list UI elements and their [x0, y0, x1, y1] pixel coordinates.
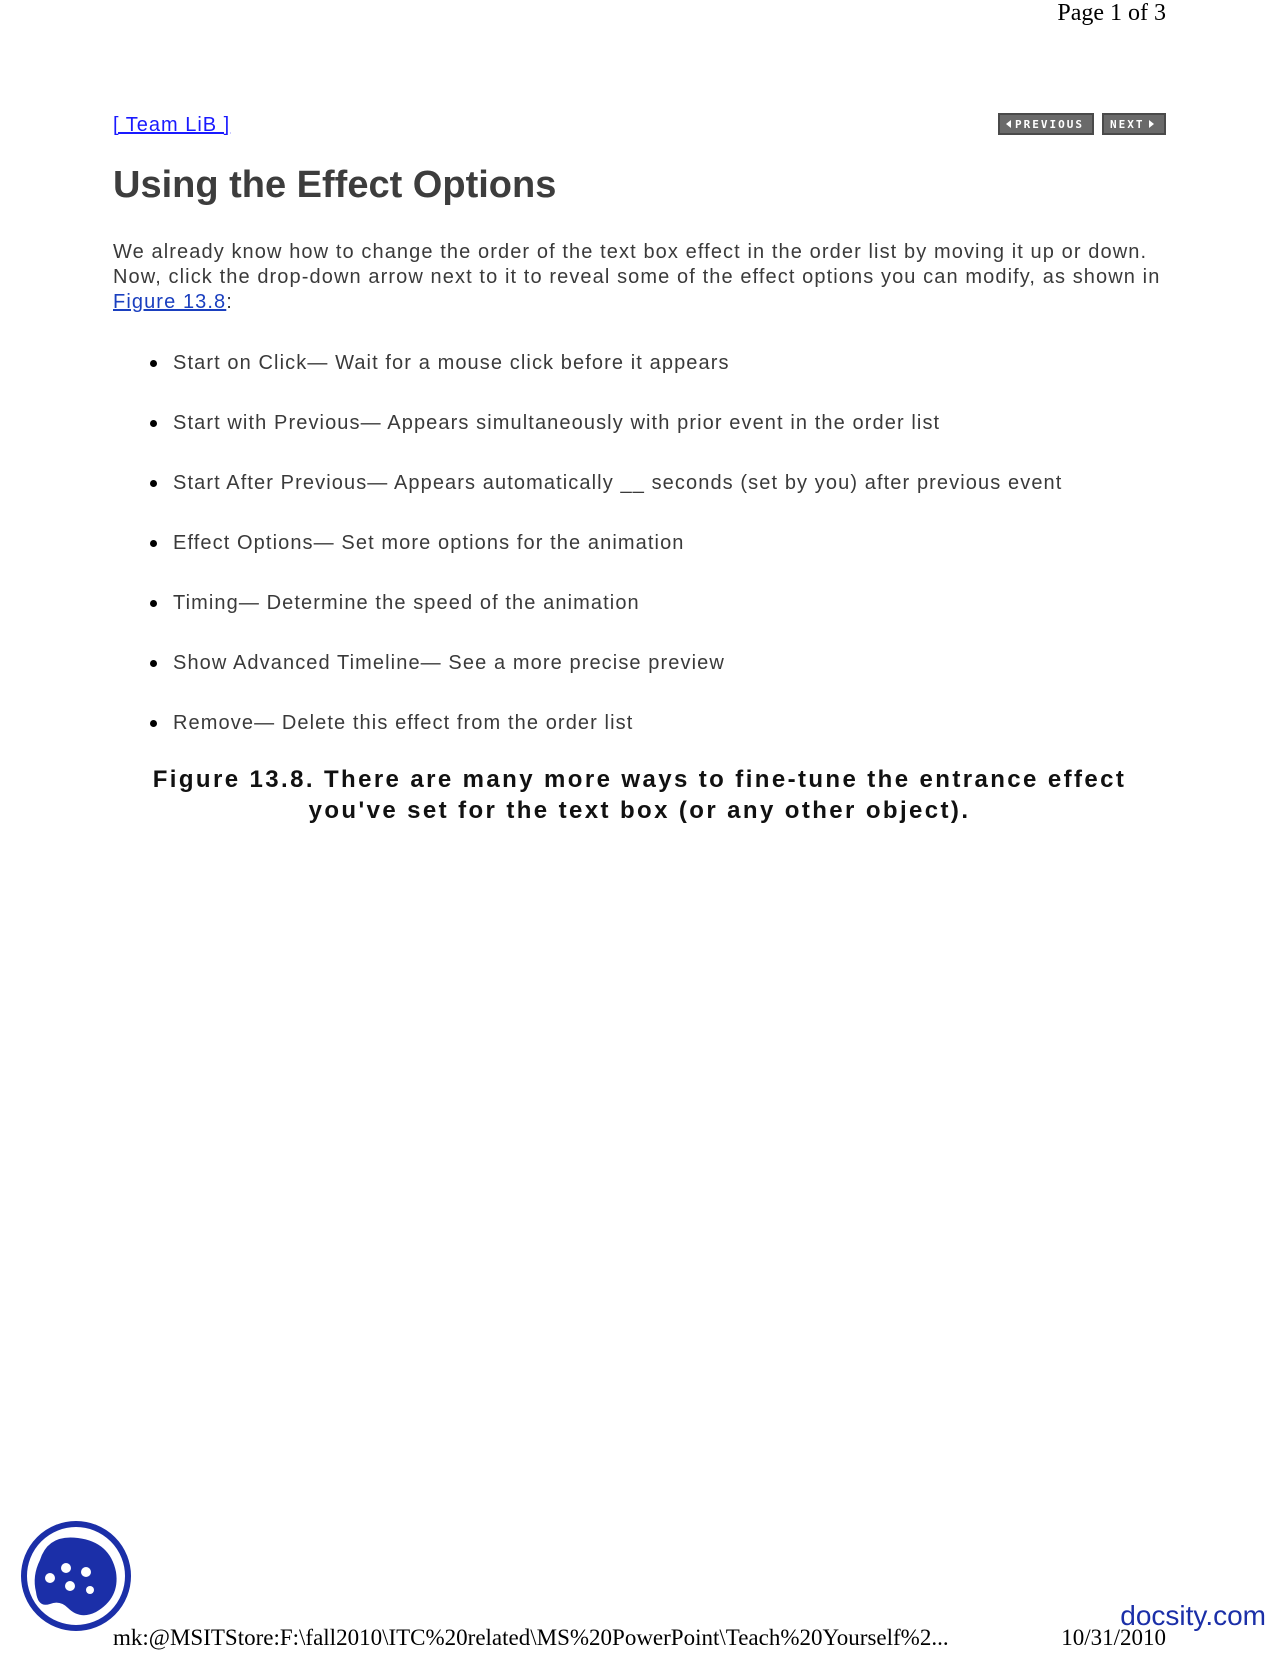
list-item — [150, 710, 1062, 770]
bullet-icon — [150, 480, 157, 487]
nav-buttons — [998, 113, 1166, 135]
bullet-icon — [150, 660, 157, 667]
bullet-icon — [150, 420, 157, 427]
arrow-left-icon — [1006, 120, 1011, 128]
list-item-text: Show Advanced Timeline— See a more precise preview — [173, 652, 725, 674]
footer-path: mk:@MSITStore:F:\fall2010\ITC%20related\MS%20PowerPoint\Teach%20Yourself%2... — [113, 1625, 949, 1650]
page-number: Page 1 of 3 — [1057, 0, 1166, 26]
docsity-brand: docsity.com — [1120, 1600, 1266, 1631]
docsity-logo-icon — [20, 1520, 132, 1632]
previous-button[interactable] — [998, 113, 1094, 135]
list-item-text: Timing— Determine the speed of the animation — [173, 592, 640, 614]
figure-caption: Figure 13.8. There are many more ways to fine-tune the entrance effect you've set for the text box (or any other object). — [152, 766, 1127, 824]
next-label: NEXT — [1110, 117, 1145, 131]
arrow-right-icon — [1149, 120, 1154, 128]
list-item — [150, 590, 1062, 650]
list-item-text: Start with Previous— Appears simultaneously with prior event in the order list — [173, 412, 941, 434]
bullet-icon — [150, 360, 157, 367]
effect-options-list — [150, 350, 1062, 770]
list-item-text: Effect Options— Set more options for the animation — [173, 532, 685, 554]
previous-label: PREVIOUS — [1015, 117, 1084, 131]
bullet-icon — [150, 540, 157, 547]
list-item — [150, 530, 1062, 590]
list-item-text: Remove— Delete this effect from the order list — [173, 712, 634, 734]
bullet-icon — [150, 720, 157, 727]
team-lib-link[interactable]: [ Team LiB ] — [113, 114, 231, 136]
list-item-text: Start on Click— Wait for a mouse click before it appears — [173, 352, 730, 374]
bullet-icon — [150, 600, 157, 607]
list-item-text: Start After Previous— Appears automatically __ seconds (set by you) after previous event — [173, 472, 1063, 494]
list-item — [150, 650, 1062, 710]
next-button[interactable] — [1102, 113, 1166, 135]
list-item — [150, 410, 1062, 470]
list-item — [150, 470, 1062, 530]
figure-link[interactable]: Figure 13.8 — [113, 291, 227, 313]
page-title: Using the Effect Options — [113, 164, 557, 206]
list-item — [150, 350, 1062, 410]
intro-text: We already know how to change the order of the text box effect in the order list by moving it up or down. Now, click the drop-down arrow next to it to reveal some of the effect options you can modify, as shown in — [113, 241, 1161, 288]
intro-suffix: : — [226, 291, 233, 313]
footer-date: 10/31/2010 — [1061, 1625, 1166, 1650]
intro-paragraph — [113, 240, 1173, 315]
